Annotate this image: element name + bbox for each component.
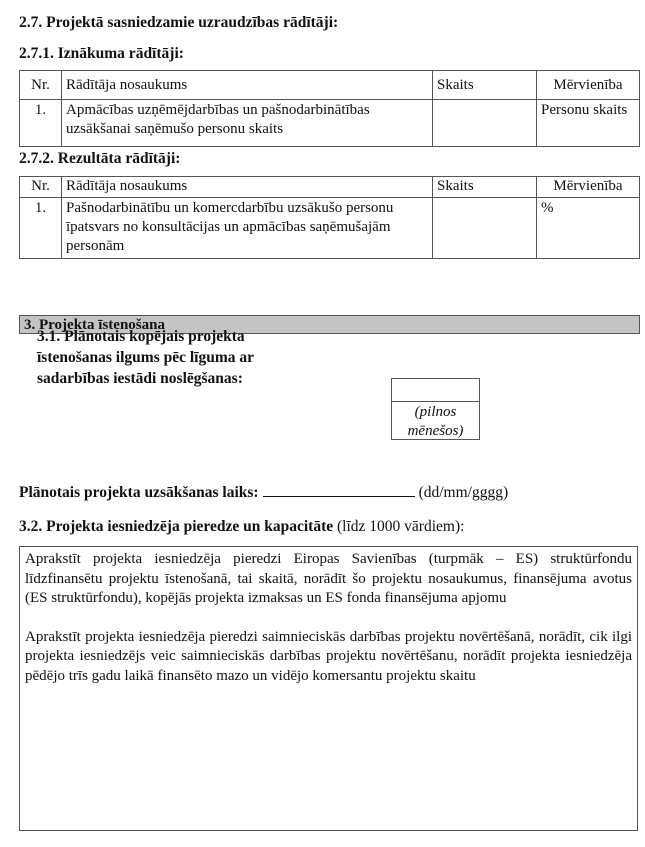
- result-indicators-table: [19, 176, 640, 259]
- row-nr: 1.: [20, 198, 62, 259]
- unit-line: mēnešos): [407, 423, 464, 439]
- header-unit: Mērvienība: [537, 71, 640, 100]
- header-nr: Nr.: [20, 71, 62, 100]
- row-unit: Personu skaits: [537, 100, 640, 147]
- label-line: īstenošanas ilgums pēc līguma ar: [37, 349, 255, 366]
- section-3-2-title: 3.2. Projekta iesniedzēja pieredze un kapacitāte: [19, 518, 334, 535]
- duration-input[interactable]: [392, 379, 479, 402]
- header-count: Skaits: [433, 177, 537, 198]
- section-2-7-heading: 2.7. Projektā sasniedzamie uzraudzības rādītāji:: [19, 14, 339, 31]
- instruction-paragraph: Aprakstīt projekta iesniedzēja pieredzi saimnieciskās darbības projektu novērtēšanā, norādīt, cik ilgi projekta iesniedzējs veic saimnieciskās darbības projektu novērtēšanu, norādīt projekta iesniedzēja pēdējo trīs gadu laikā finansēto mazo un vidējo komersantu projektu skaitu: [25, 628, 632, 684]
- start-date-input[interactable]: [263, 482, 415, 497]
- header-name: Rādītāja nosaukums: [62, 71, 433, 100]
- word-limit-note: (līdz 1000 vārdiem):: [333, 518, 465, 535]
- unit-line: (pilnos: [414, 404, 457, 420]
- table-row: [20, 198, 640, 259]
- experience-textarea[interactable]: [19, 546, 638, 831]
- row-name: Pašnodarbinātību un komercdarbību uzsākušo personu īpatsvars no konsultācijas un apmācības saņēmušajām personām: [62, 198, 433, 259]
- duration-box: [391, 378, 480, 440]
- table-header-row: [20, 177, 640, 198]
- header-nr: Nr.: [20, 177, 62, 198]
- output-indicators-table: [19, 70, 640, 147]
- row-name: Apmācības uzņēmējdarbības un pašnodarbinātības uzsākšanai saņēmušo personu skaits: [62, 100, 433, 147]
- table-header-row: [20, 71, 640, 100]
- section-2-7-2-heading: 2.7.2. Rezultāta rādītāji:: [19, 150, 181, 167]
- row-count-field[interactable]: [433, 100, 537, 147]
- section-3-1-label: [37, 326, 254, 389]
- header-unit: Mērvienība: [537, 177, 640, 198]
- label-line: sadarbības iestādi noslēgšanas:: [37, 370, 243, 387]
- section-3-2-heading: [19, 518, 464, 536]
- instruction-paragraph: Aprakstīt projekta iesniedzēja pieredzi Eiropas Savienības (turpmāk – ES) struktūrfondu līdzfinansētu projektu īstenošanā, tai skaitā, norādīt šo projektu nosaukumus, finansējuma avotus (ES struktūrfondu), kopējās projekta izmaksas un ES fonda finansējuma apjomu: [25, 551, 632, 606]
- row-count-field[interactable]: [433, 198, 537, 259]
- duration-unit: [392, 402, 479, 441]
- section-2-7-1-heading: 2.7.1. Iznākuma rādītāji:: [19, 45, 184, 62]
- start-date-row: [19, 482, 508, 502]
- start-date-format: (dd/mm/gggg): [418, 484, 509, 501]
- section-3-header-bar: 3. Projekta īstenošana: [19, 315, 640, 334]
- start-date-label: Plānotais projekta uzsākšanas laiks:: [19, 484, 259, 501]
- row-nr: 1.: [20, 100, 62, 147]
- table-row: [20, 100, 640, 147]
- header-name: Rādītāja nosaukums: [62, 177, 433, 198]
- row-unit: %: [537, 198, 640, 259]
- label-line: 3.1. Plānotais kopējais projekta: [37, 328, 245, 345]
- header-count: Skaits: [433, 71, 537, 100]
